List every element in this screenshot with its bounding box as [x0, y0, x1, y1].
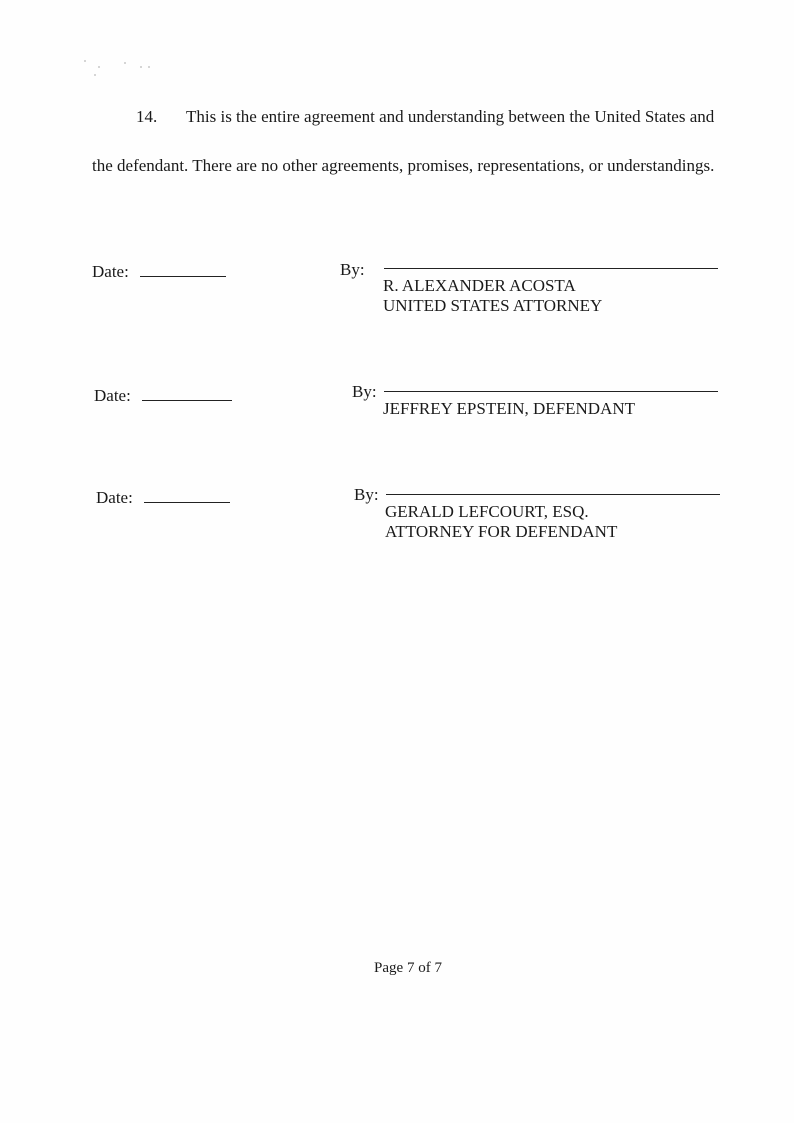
signature-line[interactable]	[384, 268, 718, 269]
paragraph-number: 14.	[136, 107, 158, 126]
page-number-footer	[0, 960, 794, 977]
scan-speck	[148, 66, 150, 68]
paragraph-line-2: the defendant. There are no other agreements, promises, representations, or understandings.	[92, 156, 715, 175]
signature-line[interactable]	[386, 494, 720, 495]
scan-speck	[84, 60, 86, 62]
date-label: Date:	[96, 488, 133, 507]
date-field[interactable]	[142, 400, 232, 401]
date-label: Date:	[92, 262, 129, 281]
by-label: By:	[354, 485, 379, 504]
scan-speck	[98, 66, 100, 68]
paragraph-line-1	[136, 107, 714, 127]
signer-title: UNITED STATES ATTORNEY	[383, 296, 603, 315]
paragraph-text-1: This is the entire agreement and understanding between the United States and	[186, 107, 715, 126]
signer-name: GERALD LEFCOURT, ESQ.	[385, 502, 589, 521]
by-label: By:	[352, 382, 377, 401]
signature-line[interactable]	[384, 391, 718, 392]
signer-title: ATTORNEY FOR DEFENDANT	[385, 522, 618, 541]
signer-name: JEFFREY EPSTEIN, DEFENDANT	[383, 399, 636, 418]
date-field[interactable]	[140, 276, 226, 277]
by-label: By:	[340, 260, 365, 279]
signer-name: R. ALEXANDER ACOSTA	[383, 276, 576, 295]
scan-speck	[140, 66, 142, 68]
scan-speck	[94, 74, 96, 76]
date-label: Date:	[94, 386, 131, 405]
page-number: Page 7 of 7	[374, 960, 442, 976]
scan-speck	[124, 62, 126, 64]
date-field[interactable]	[144, 502, 230, 503]
